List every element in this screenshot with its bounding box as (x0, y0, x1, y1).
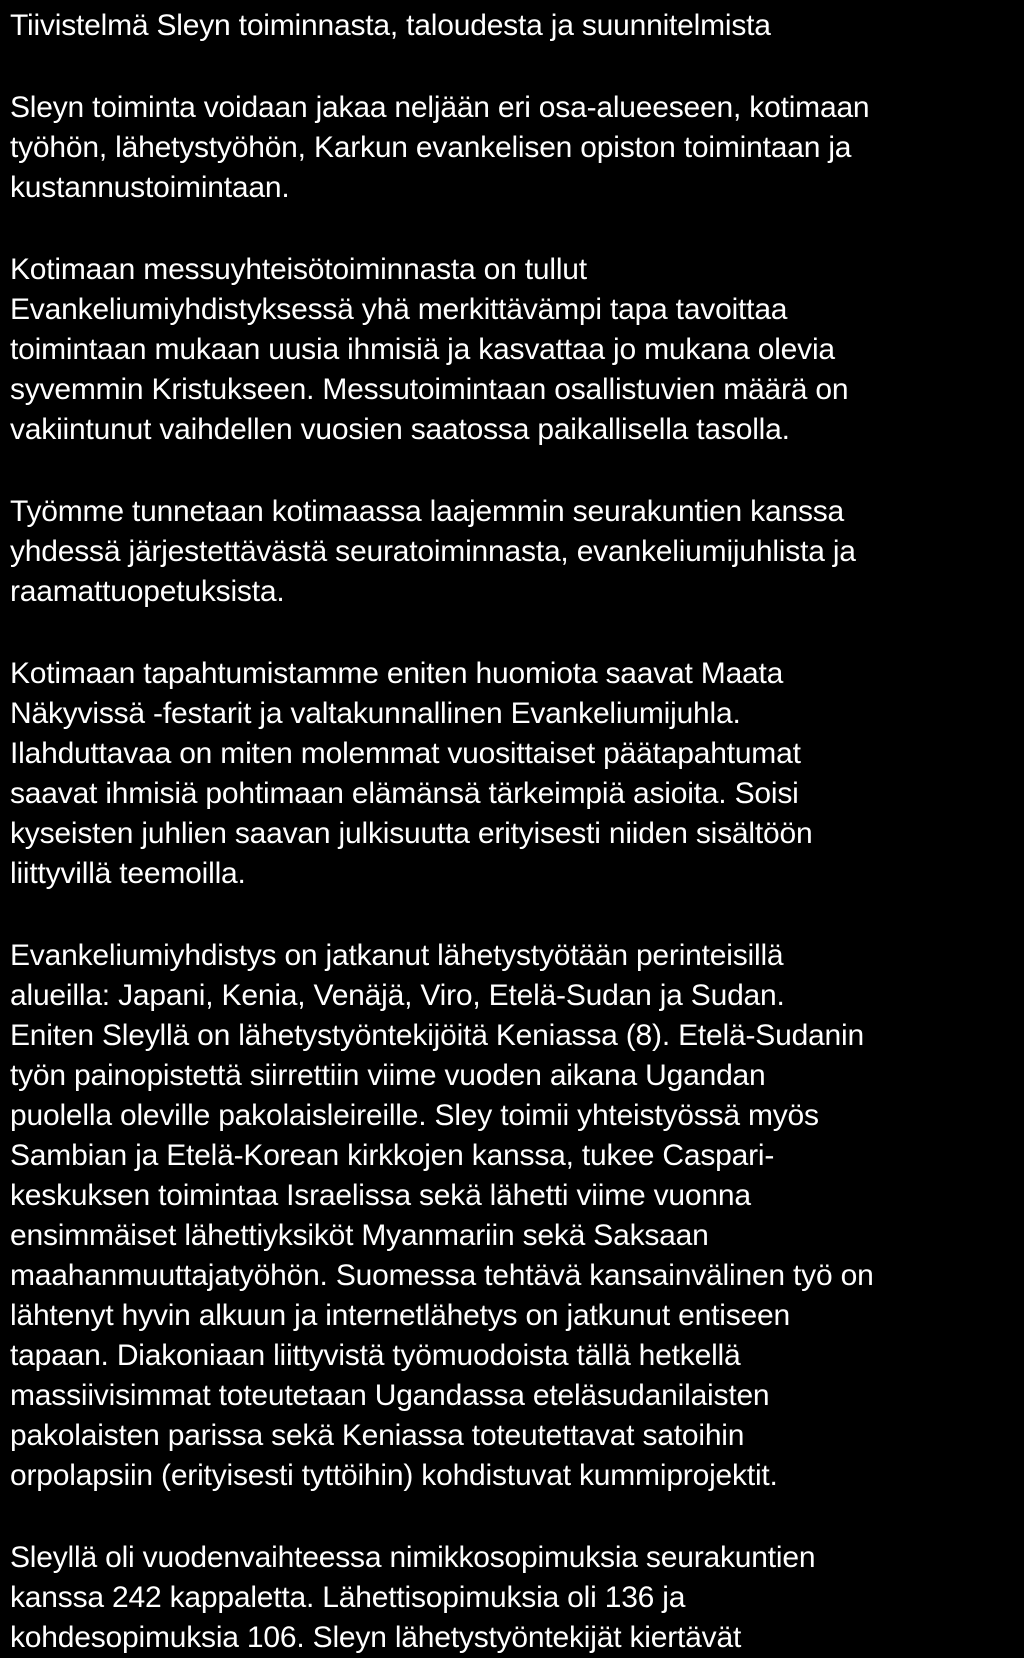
text-line: Evankeliumiyhdistyksessä yhä merkittävämpi tapa tavoittaa (10, 293, 788, 326)
text-line: massiivisimmat toteutetaan Ugandassa eteläsudanilaisten (10, 1379, 770, 1412)
text-line: Sleyllä oli vuodenvaihteessa nimikkosopimuksia seurakuntien (10, 1541, 816, 1574)
text-line: Näkyvissä -festarit ja valtakunnallinen Evankeliumijuhla. (10, 697, 741, 730)
text-line: työn painopistettä siirrettiin viime vuoden aikana Ugandan (10, 1059, 766, 1092)
text-line: maahanmuuttajatyöhön. Suomessa tehtävä kansainvälinen työ on (10, 1259, 874, 1292)
document-title: Tiivistelmä Sleyn toiminnasta, taloudesta ja suunnitelmista (10, 9, 771, 42)
paragraph-mission-work (10, 936, 1014, 1496)
text-line: ensimmäiset lähettiyksiköt Myanmariin sekä Saksaan (10, 1219, 709, 1252)
paragraph-agreements (10, 1538, 1014, 1658)
text-line: puolella oleville pakolaisleireille. Sley toimii yhteistyössä myös (10, 1099, 819, 1132)
text-line: työhön, lähetystyöhön, Karkun evankelisen opiston toimintaan ja (10, 131, 852, 164)
text-line: Kotimaan tapahtumistamme eniten huomiota saavat Maata (10, 657, 784, 690)
text-line: Sleyn toiminta voidaan jakaa neljään eri osa-alueeseen, kotimaan (10, 91, 870, 124)
text-line: keskuksen toimintaa Israelissa sekä lähetti viime vuonna (10, 1179, 751, 1212)
text-line: lähtenyt hyvin alkuun ja internetlähetys on jatkunut entiseen (10, 1299, 790, 1332)
text-line: toimintaan mukaan uusia ihmisiä ja kasvattaa jo mukana olevia (10, 333, 835, 366)
text-line: saavat ihmisiä pohtimaan elämänsä tärkeimpiä asioita. Soisi (10, 777, 799, 810)
text-line: kanssa 242 kappaletta. Lähettisopimuksia oli 136 ja (10, 1581, 686, 1614)
text-line: liittyvillä teemoilla. (10, 857, 246, 890)
text-line: kyseisten juhlien saavan julkisuutta erityisesti niiden sisältöön (10, 817, 813, 850)
text-line: vakiintunut vaihdellen vuosien saatossa paikallisella tasolla. (10, 413, 790, 446)
text-line: Kotimaan messuyhteisötoiminnasta on tullut (10, 253, 587, 286)
text-line: Ilahduttavaa on miten molemmat vuosittaiset päätapahtumat (10, 737, 801, 770)
text-line: Työmme tunnetaan kotimaassa laajemmin seurakuntien kanssa (10, 495, 845, 528)
text-line: Eniten Sleyllä on lähetystyöntekijöitä Keniassa (8). Etelä-Sudanin (10, 1019, 864, 1052)
document-page (10, 0, 1014, 1658)
paragraph-mass-community (10, 250, 1014, 450)
text-line: kohdesopimuksia 106. Sleyn lähetystyöntekijät kiertävät (10, 1621, 742, 1654)
paragraph-work-areas (10, 88, 1014, 208)
text-line: tapaan. Diakoniaan liittyvistä työmuodoista tällä hetkellä (10, 1339, 741, 1372)
text-line: kustannustoimintaan. (10, 171, 290, 204)
text-line: Evankeliumiyhdistys on jatkanut lähetystyötään perinteisillä (10, 939, 784, 972)
text-line: yhdessä järjestettävästä seuratoiminnasta, evankeliumijuhlista ja (10, 535, 856, 568)
text-line: syvemmin Kristukseen. Messutoimintaan osallistuvien määrä on (10, 373, 849, 406)
paragraph-events (10, 654, 1014, 894)
text-line: alueilla: Japani, Kenia, Venäjä, Viro, Etelä-Sudan ja Sudan. (10, 979, 785, 1012)
text-line: Sambian ja Etelä-Korean kirkkojen kanssa, tukee Caspari- (10, 1139, 775, 1172)
paragraph-domestic-work (10, 492, 1014, 612)
text-line: orpolapsiin (erityisesti tyttöihin) kohdistuvat kummiprojektit. (10, 1459, 778, 1492)
text-line: pakolaisten parissa sekä Keniassa toteutettavat satoihin (10, 1419, 745, 1452)
text-line: raamattuopetuksista. (10, 575, 285, 608)
